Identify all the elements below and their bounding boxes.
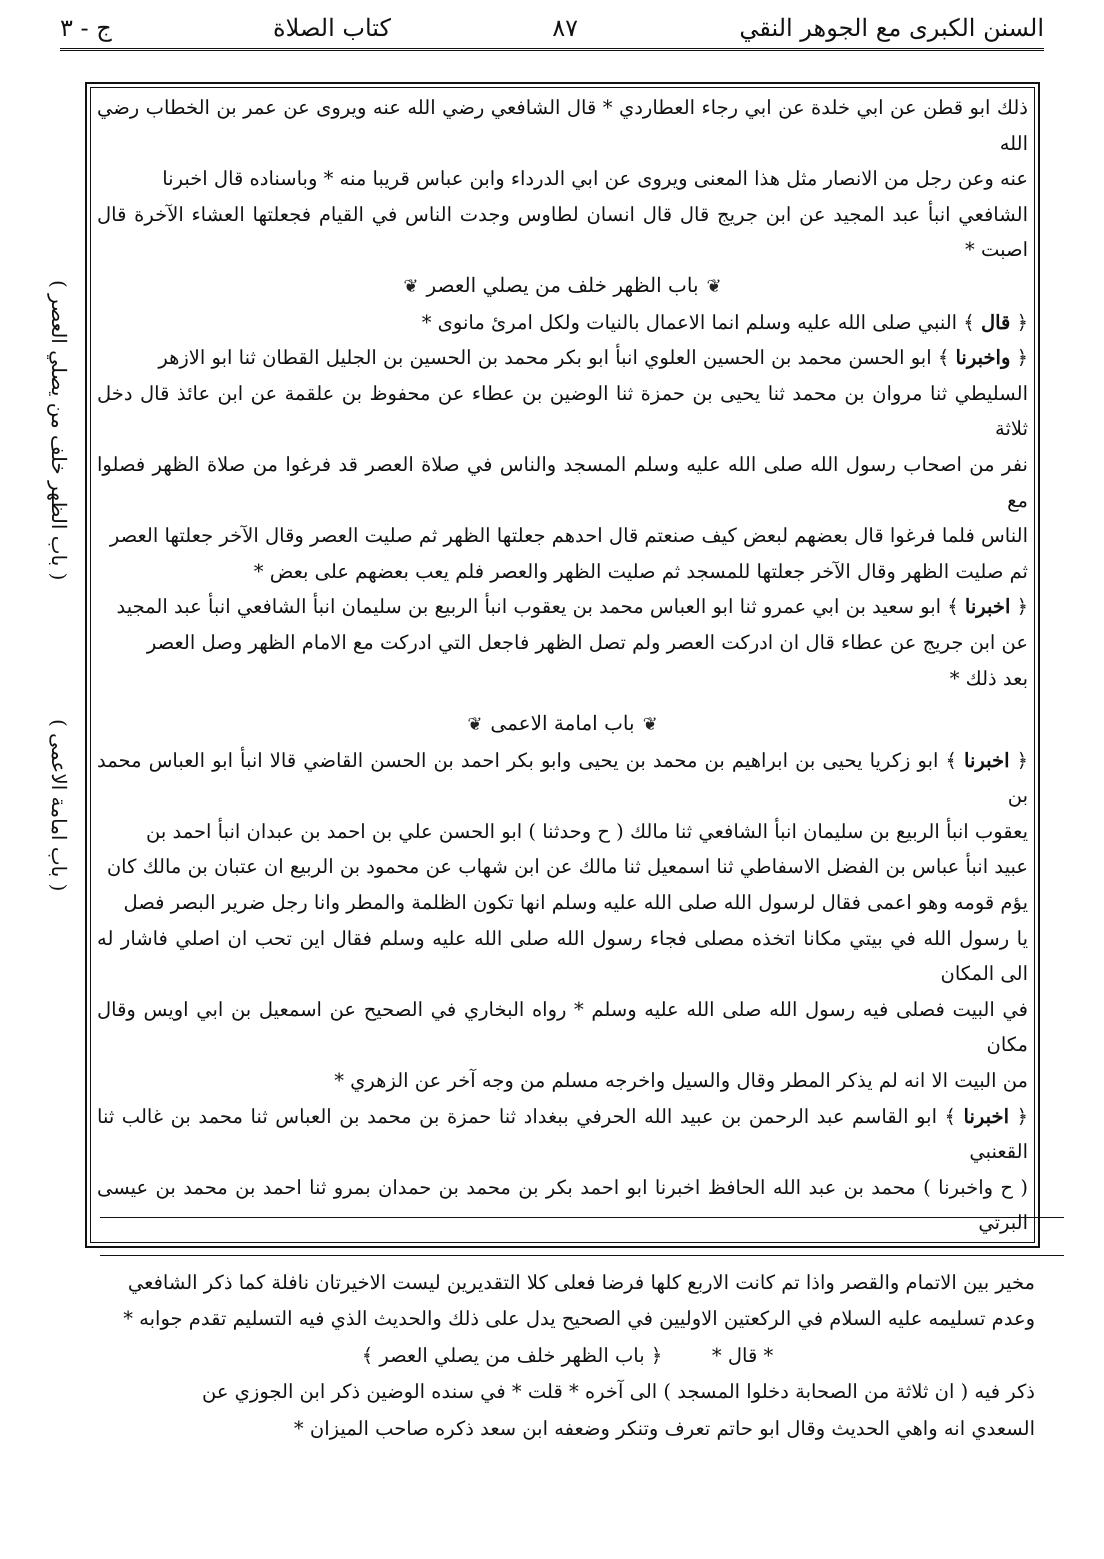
chapter-heading-1: ❦باب الظهر خلف من يصلي العصر❦ — [97, 268, 1028, 305]
ornament-icon: ❦ — [467, 714, 483, 736]
text-line: عنه وعن رجل من الانصار مثل هذا المعنى ويروى عن ابي الدرداء وابن عباس قريبا منه * وباسناده قال اخبرنا — [162, 167, 1028, 191]
ornament-icon: ❦ — [706, 275, 722, 297]
text-line: بعد ذلك * — [949, 666, 1028, 690]
text-line: ﴿ واخبرنا ﴾ ابو الحسن محمد بن الحسين العلوي انبأ ابو بكر محمد بن الحسين بن الجليل القطان ثنا ابو الازهر — [158, 346, 1028, 370]
text-line: السليطي ثنا مروان بن محمد ثنا يحيى بن حمزة ثنا الوضين بن عطاء عن محفوظ بن علقمة عن ابن عائذ قال دخل ثلاثة — [97, 381, 1028, 441]
text-line: ﴿ قال ﴾ النبي صلى الله عليه وسلم انما الاعمال بالنيات ولكل امرئ مانوى * — [421, 310, 1028, 334]
main-text-frame — [85, 82, 1040, 1248]
chapter-heading-2: ❦باب امامة الاعمى❦ — [97, 706, 1028, 743]
text-line: يا رسول الله في بيتي مكانا اتخذه مصلى فجاء رسول الله صلى الله عليه وسلم فقال اين تحب ان اصلي فاشار له الى المكان — [97, 926, 1028, 986]
text-line: ﴿ اخبرنا ﴾ ابو زكريا يحيى بن ابراهيم بن محمد بن يحيى وابو بكر احمد بن الحسن القاضي قالا انبأ ابو العباس محمد بن — [97, 748, 1028, 808]
margin-note-chapter-2: ( باب امامة الاعمى ) — [47, 718, 71, 892]
footnote-line: السعدي انه واهي الحديث وقال ابو حاتم تعرف وتنكر وضعفه ابن سعد ذكره صاحب الميزان * — [293, 1416, 1035, 1440]
book-title: السنن الكبرى مع الجوهر النقي — [739, 14, 1044, 42]
text-line: عن ابن جريج عن عطاء قال ان ادركت العصر ولم تصل الظهر فاجعل التي ادركت مع الامام الظهر وصل العصر — [146, 630, 1028, 654]
text-line: يعقوب انبأ الربيع بن سليمان انبأ الشافعي ثنا مالك ( ح وحدثنا ) ابو الحسن علي بن احمد بن عبدان انبأ احمد بن — [146, 819, 1028, 843]
ornament-icon: ❦ — [403, 275, 419, 297]
text-line: ( ح واخبرنا ) محمد بن عبد الله الحافظ اخبرنا ابو احمد بكر بن محمد بن حمدان بمرو ثنا احمد بن محمد بن عيسى البرتي — [97, 1175, 1028, 1235]
main-text — [97, 90, 1028, 1241]
margin-note-chapter-1: ( باب الظهر خلف من يصلي العصر ) — [47, 279, 71, 581]
text-line: نفر من اصحاب رسول الله صلى الله عليه وسلم المسجد والناس في صلاة العصر قد فرغوا من صلاة الظهر فصلوا مع — [97, 452, 1028, 512]
text-line: الناس فلما فرغوا قال بعضهم لبعض كيف صنعتم قال احدهم جعلتها الظهر ثم صليت العصر وقال الآخر جعلتها العصر — [109, 524, 1028, 548]
lead-word: واخبرنا — [955, 346, 1011, 370]
section-title: كتاب الصلاة — [273, 14, 391, 42]
footnote-commentary — [100, 1265, 1035, 1447]
footnote-chapter-heading: * قال * ﴿ باب الظهر خلف من يصلي العصر ﴾ — [361, 1343, 774, 1367]
ornament-icon: ❦ — [642, 714, 658, 736]
text-line: ﴿ اخبرنا ﴾ ابو القاسم عبد الرحمن بن عبيد الله الحرفي ببغداد ثنا حمزة بن محمد بن العباس ثنا محمد بن غالب ثنا القعنبي — [97, 1104, 1028, 1164]
footnote-line: ذكر فيه ( ان ثلاثة من الصحابة دخلوا المسجد ) الى آخره * قلت * في سنده الوضين ذكر ابن الجوزي عن — [201, 1380, 1035, 1404]
lead-word: قال — [980, 310, 1011, 334]
text-line: في البيت فصلى فيه رسول الله صلى الله عليه وسلم * رواه البخاري في الصحيح عن اسمعيل بن ابي اويس وقال مكان — [97, 997, 1028, 1057]
lead-word: اخبرنا — [964, 595, 1011, 619]
text-line: عبيد انبأ عباس بن الفضل الاسفاطي ثنا اسمعيل ثنا مالك عن ابن شهاب عن محمود بن الربيع ان عتبان بن مالك كان — [106, 855, 1028, 879]
divider-rule — [100, 1217, 1064, 1218]
text-line: ﴿ اخبرنا ﴾ ابو سعيد بن ابي عمرو ثنا ابو العباس محمد بن يعقوب انبأ الربيع بن سليمان انبأ الشافعي انبأ عبد المجيد — [116, 595, 1028, 619]
text-line: يؤم قومه وهو اعمى فقال لرسول الله صلى الله عليه وسلم انها تكون الظلمة والمطر وانا رجل ضرير البصر فصل — [123, 891, 1028, 915]
text-line: من البيت الا انه لم يذكر المطر وقال والسيل واخرجه مسلم من وجه آخر عن الزهري * — [334, 1069, 1028, 1093]
lead-word: اخبرنا — [964, 748, 1010, 772]
page-header — [60, 8, 1044, 51]
text-line: الشافعي انبأ عبد المجيد عن ابن جريج قال قال انسان لطاوس وجدت الناس في القيام فجعلتها العشاء الآخرة قال اصبت * — [97, 202, 1028, 262]
page-number: ٨٧ — [552, 14, 579, 42]
footnote-line: وعدم تسليمه عليه السلام في الركعتين الاوليين في الصحيح يدل على ذلك والحديث الذي فيه التسليم تقدم جوابه * — [123, 1307, 1035, 1331]
text-line: ذلك ابو قطن عن ابي خلدة عن ابي رجاء العطاردي * قال الشافعي رضي الله عنه ويروى عن عمر بن الخطاب رضي الله — [97, 96, 1028, 155]
footnote-line: مخير بين الاتمام والقصر واذا تم كانت الاربع كلها فرضا فعلى كلا التقديرين ليست الاخيرتان نافلة كما ذكر الشافعي — [127, 1271, 1035, 1294]
divider-rule — [100, 1255, 1064, 1256]
text-line: ثم صليت الظهر وقال الآخر جعلتها للمسجد ثم صليت الظهر والعصر فلم يعب بعضهم على بعض * — [253, 559, 1028, 583]
lead-word: اخبرنا — [963, 1104, 1010, 1128]
volume-label: ج - ٣ — [60, 14, 112, 42]
